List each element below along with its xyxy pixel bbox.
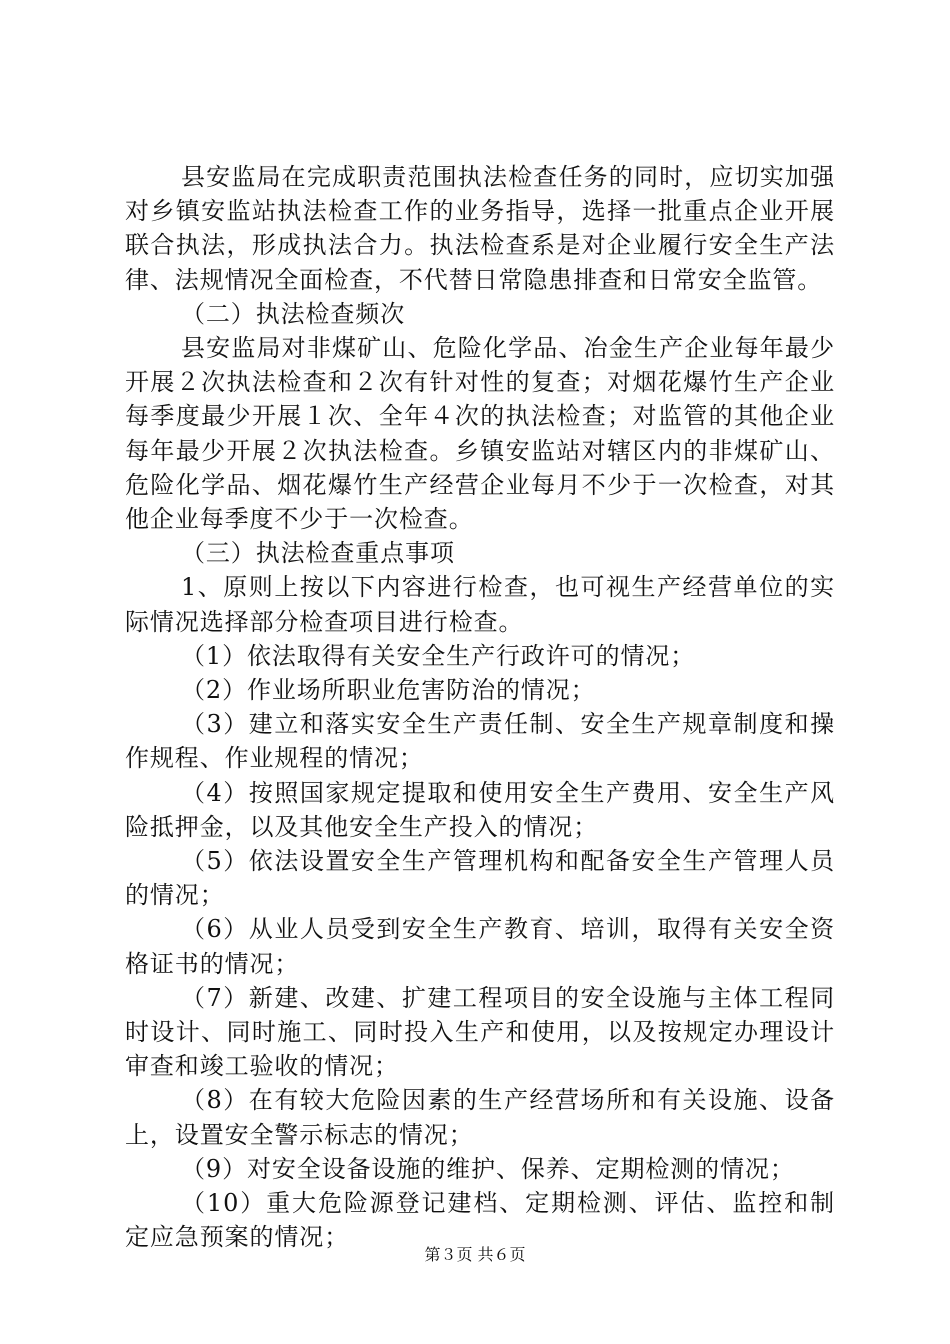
paragraph: 县安监局在完成职责范围执法检查任务的同时，应切实加强对乡镇安监站执法检查工作的业务指导，选择一批重点企业开展联合执法，形成执法合力。执法检查系是对企业履行安全生产法律、法规情况全面检查，不代替日常隐患排查和日常安全监管。 bbox=[125, 163, 835, 294]
list-item: （2）作业场所职业危害防治的情况； bbox=[181, 676, 596, 705]
list-intro: 1、原则上按以下内容进行检查，也可视生产经营单位的实际情况选择部分检查项目进行检查。 bbox=[125, 573, 835, 636]
list-item: （7）新建、改建、扩建工程项目的安全设施与主体工程同时设计、同时施工、同时投入生产和使用，以及按规定办理设计审查和竣工验收的情况； bbox=[125, 983, 835, 1081]
page-number: 第３页 共６页 bbox=[424, 1245, 526, 1264]
list-item: （4）按照国家规定提取和使用安全生产费用、安全生产风险抵押金，以及其他安全生产投入的情况； bbox=[125, 778, 835, 841]
list-item: （1）依法取得有关安全生产行政许可的情况； bbox=[181, 641, 696, 670]
paragraph: 县安监局对非煤矿山、危险化学品、冶金生产企业每年最少开展２次执法检查和２次有针对性的复查；对烟花爆竹生产企业每季度最少开展１次、全年４次的执法检查；对监管的其他企业每年最少开展２次执法检查。乡镇安监站对辖区内的非煤矿山、危险化学品、烟花爆竹生产经营企业每月不少于一次检查，对其他企业每季度不少于一次检查。 bbox=[125, 334, 835, 534]
list-item: （3）建立和落实安全生产责任制、安全生产规章制度和操作规程、作业规程的情况； bbox=[125, 710, 835, 773]
section-heading: （三）执法检查重点事项 bbox=[181, 539, 455, 568]
section-heading: （二）执法检查频次 bbox=[181, 299, 406, 328]
list-item: （8）在有较大危险因素的生产经营场所和有关设施、设备上，设置安全警示标志的情况； bbox=[125, 1086, 835, 1149]
list-item: （5）依法设置安全生产管理机构和配备安全生产管理人员的情况； bbox=[125, 847, 835, 910]
page-footer bbox=[0, 1242, 950, 1265]
document-body bbox=[125, 160, 835, 1255]
list-item: （6）从业人员受到安全生产教育、培训，取得有关安全资格证书的情况； bbox=[125, 915, 835, 978]
list-item: （9）对安全设备设施的维护、保养、定期检测的情况； bbox=[181, 1154, 795, 1183]
list-item: （10）重大危险源登记建档、定期检测、评估、监控和制定应急预案的情况； bbox=[125, 1189, 835, 1252]
